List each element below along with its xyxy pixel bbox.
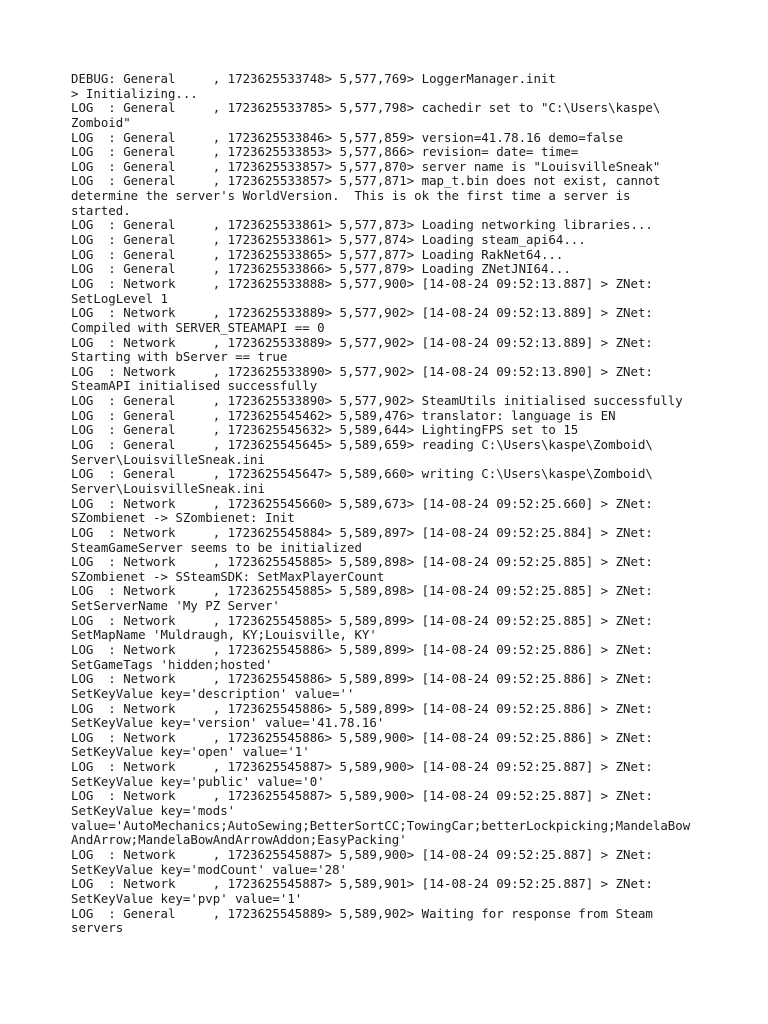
- log-line: LOG : General , 1723625545462> 5,589,476> translator: language is EN: [71, 407, 616, 423]
- log-line: SZombienet -> SSteamSDK: SetMaxPlayerCount: [71, 568, 385, 584]
- log-line: LOG : General , 1723625533866> 5,577,879> Loading ZNetJNI64...: [71, 261, 571, 277]
- log-line: LOG : Network , 1723625545886> 5,589,899> [14-08-24 09:52:25.886] > ZNet:: [71, 671, 653, 687]
- log-line: SteamGameServer seems to be initialized: [71, 539, 362, 555]
- log-line: SetKeyValue key='public' value='0': [71, 773, 325, 789]
- log-line: LOG : Network , 1723625545660> 5,589,673> [14-08-24 09:52:25.660] > ZNet:: [71, 495, 653, 511]
- log-line: LOG : General , 1723625533857> 5,577,871> map_t.bin does not exist, cannot: [71, 173, 661, 189]
- log-line: SetKeyValue key='description' value='': [71, 685, 355, 701]
- log-line: LOG : General , 1723625545645> 5,589,659> reading C:\Users\kaspe\Zomboid\: [71, 437, 653, 453]
- log-line: SetKeyValue key='version' value='41.78.16': [71, 715, 385, 731]
- log-line: value='AutoMechanics;AutoSewing;BetterSortCC;TowingCar;betterLockpicking;MandelaBow: [71, 817, 691, 833]
- log-line: SetKeyValue key='pvp' value='1': [71, 890, 303, 906]
- log-line: LOG : Network , 1723625545887> 5,589,900> [14-08-24 09:52:25.887] > ZNet:: [71, 788, 653, 804]
- log-line: LOG : General , 1723625545632> 5,589,644> LightingFPS set to 15: [71, 422, 579, 438]
- log-line: servers: [71, 920, 124, 936]
- log-line: Server\LouisvilleSneak.ini: [71, 480, 265, 496]
- log-line: LOG : General , 1723625533853> 5,577,866> revision= date= time=: [71, 144, 579, 160]
- log-line: determine the server's WorldVersion. This is ok the first time a server is: [71, 188, 631, 204]
- log-line: LOG : Network , 1723625545886> 5,589,900> [14-08-24 09:52:25.886] > ZNet:: [71, 729, 653, 745]
- log-line: > Initializing...: [71, 85, 198, 101]
- log-line: LOG : Network , 1723625545885> 5,589,898> [14-08-24 09:52:25.885] > ZNet:: [71, 583, 653, 599]
- log-line: LOG : Network , 1723625545887> 5,589,900> [14-08-24 09:52:25.887] > ZNet:: [71, 846, 653, 862]
- log-line: AndArrow;MandelaBowAndArrowAddon;EasyPacking': [71, 832, 407, 848]
- log-line: LOG : Network , 1723625545886> 5,589,899> [14-08-24 09:52:25.886] > ZNet:: [71, 700, 653, 716]
- log-line: SteamAPI initialised successfully: [71, 378, 318, 394]
- log-line: started.: [71, 202, 131, 218]
- log-line: LOG : General , 1723625533857> 5,577,870> server name is "LouisvilleSneak": [71, 158, 661, 174]
- log-line: LOG : Network , 1723625533889> 5,577,902> [14-08-24 09:52:13.889] > ZNet:: [71, 334, 653, 350]
- log-line: LOG : Network , 1723625545887> 5,589,901> [14-08-24 09:52:25.887] > ZNet:: [71, 876, 653, 892]
- log-line: SetMapName 'Muldraugh, KY;Louisville, KY': [71, 627, 377, 643]
- log-line: SetKeyValue key='open' value='1': [71, 744, 310, 760]
- log-line: LOG : General , 1723625545647> 5,589,660> writing C:\Users\kaspe\Zomboid\: [71, 466, 653, 482]
- log-line: Compiled with SERVER_STEAMAPI == 0: [71, 319, 325, 335]
- log-line: LOG : General , 1723625533865> 5,577,877> Loading RakNet64...: [71, 246, 564, 262]
- log-line: Zomboid": [71, 114, 131, 130]
- log-line: LOG : Network , 1723625545884> 5,589,897> [14-08-24 09:52:25.884] > ZNet:: [71, 524, 653, 540]
- log-line: LOG : Network , 1723625545886> 5,589,899> [14-08-24 09:52:25.886] > ZNet:: [71, 641, 653, 657]
- log-line: SetGameTags 'hidden;hosted': [71, 656, 273, 672]
- log-line: LOG : General , 1723625533846> 5,577,859> version=41.78.16 demo=false: [71, 129, 624, 145]
- log-line: LOG : General , 1723625533785> 5,577,798> cachedir set to "C:\Users\kaspe\: [71, 100, 661, 116]
- log-line: SetKeyValue key='mods': [71, 803, 236, 819]
- log-line: LOG : Network , 1723625545887> 5,589,900> [14-08-24 09:52:25.887] > ZNet:: [71, 759, 653, 775]
- log-line: LOG : Network , 1723625533890> 5,577,902> [14-08-24 09:52:13.890] > ZNet:: [71, 363, 653, 379]
- log-line: Server\LouisvilleSneak.ini: [71, 451, 265, 467]
- log-line: SetKeyValue key='modCount' value='28': [71, 861, 348, 877]
- log-line: DEBUG: General , 1723625533748> 5,577,769> LoggerManager.init: [71, 71, 556, 86]
- log-line: LOG : Network , 1723625545885> 5,589,898> [14-08-24 09:52:25.885] > ZNet:: [71, 554, 653, 570]
- log-line: LOG : General , 1723625533890> 5,577,902> SteamUtils initialised successfully: [71, 393, 683, 409]
- log-line: LOG : Network , 1723625533888> 5,577,900> [14-08-24 09:52:13.887] > ZNet:: [71, 275, 653, 291]
- log-line: LOG : General , 1723625545889> 5,589,902> Waiting for response from Steam: [71, 905, 653, 921]
- log-line: SetServerName 'My PZ Server': [71, 598, 280, 614]
- log-line: LOG : General , 1723625533861> 5,577,873> Loading networking libraries...: [71, 217, 653, 233]
- log-line: LOG : Network , 1723625533889> 5,577,902> [14-08-24 09:52:13.889] > ZNet:: [71, 305, 653, 321]
- log-line: SZombienet -> SZombienet: Init: [71, 510, 295, 526]
- log-line: SetLogLevel 1: [71, 290, 168, 306]
- log-line: LOG : Network , 1723625545885> 5,589,899> [14-08-24 09:52:25.885] > ZNet:: [71, 612, 653, 628]
- log-line: LOG : General , 1723625533861> 5,577,874> Loading steam_api64...: [71, 232, 586, 248]
- log-line: Starting with bServer == true: [71, 349, 288, 365]
- server-log: [71, 72, 761, 936]
